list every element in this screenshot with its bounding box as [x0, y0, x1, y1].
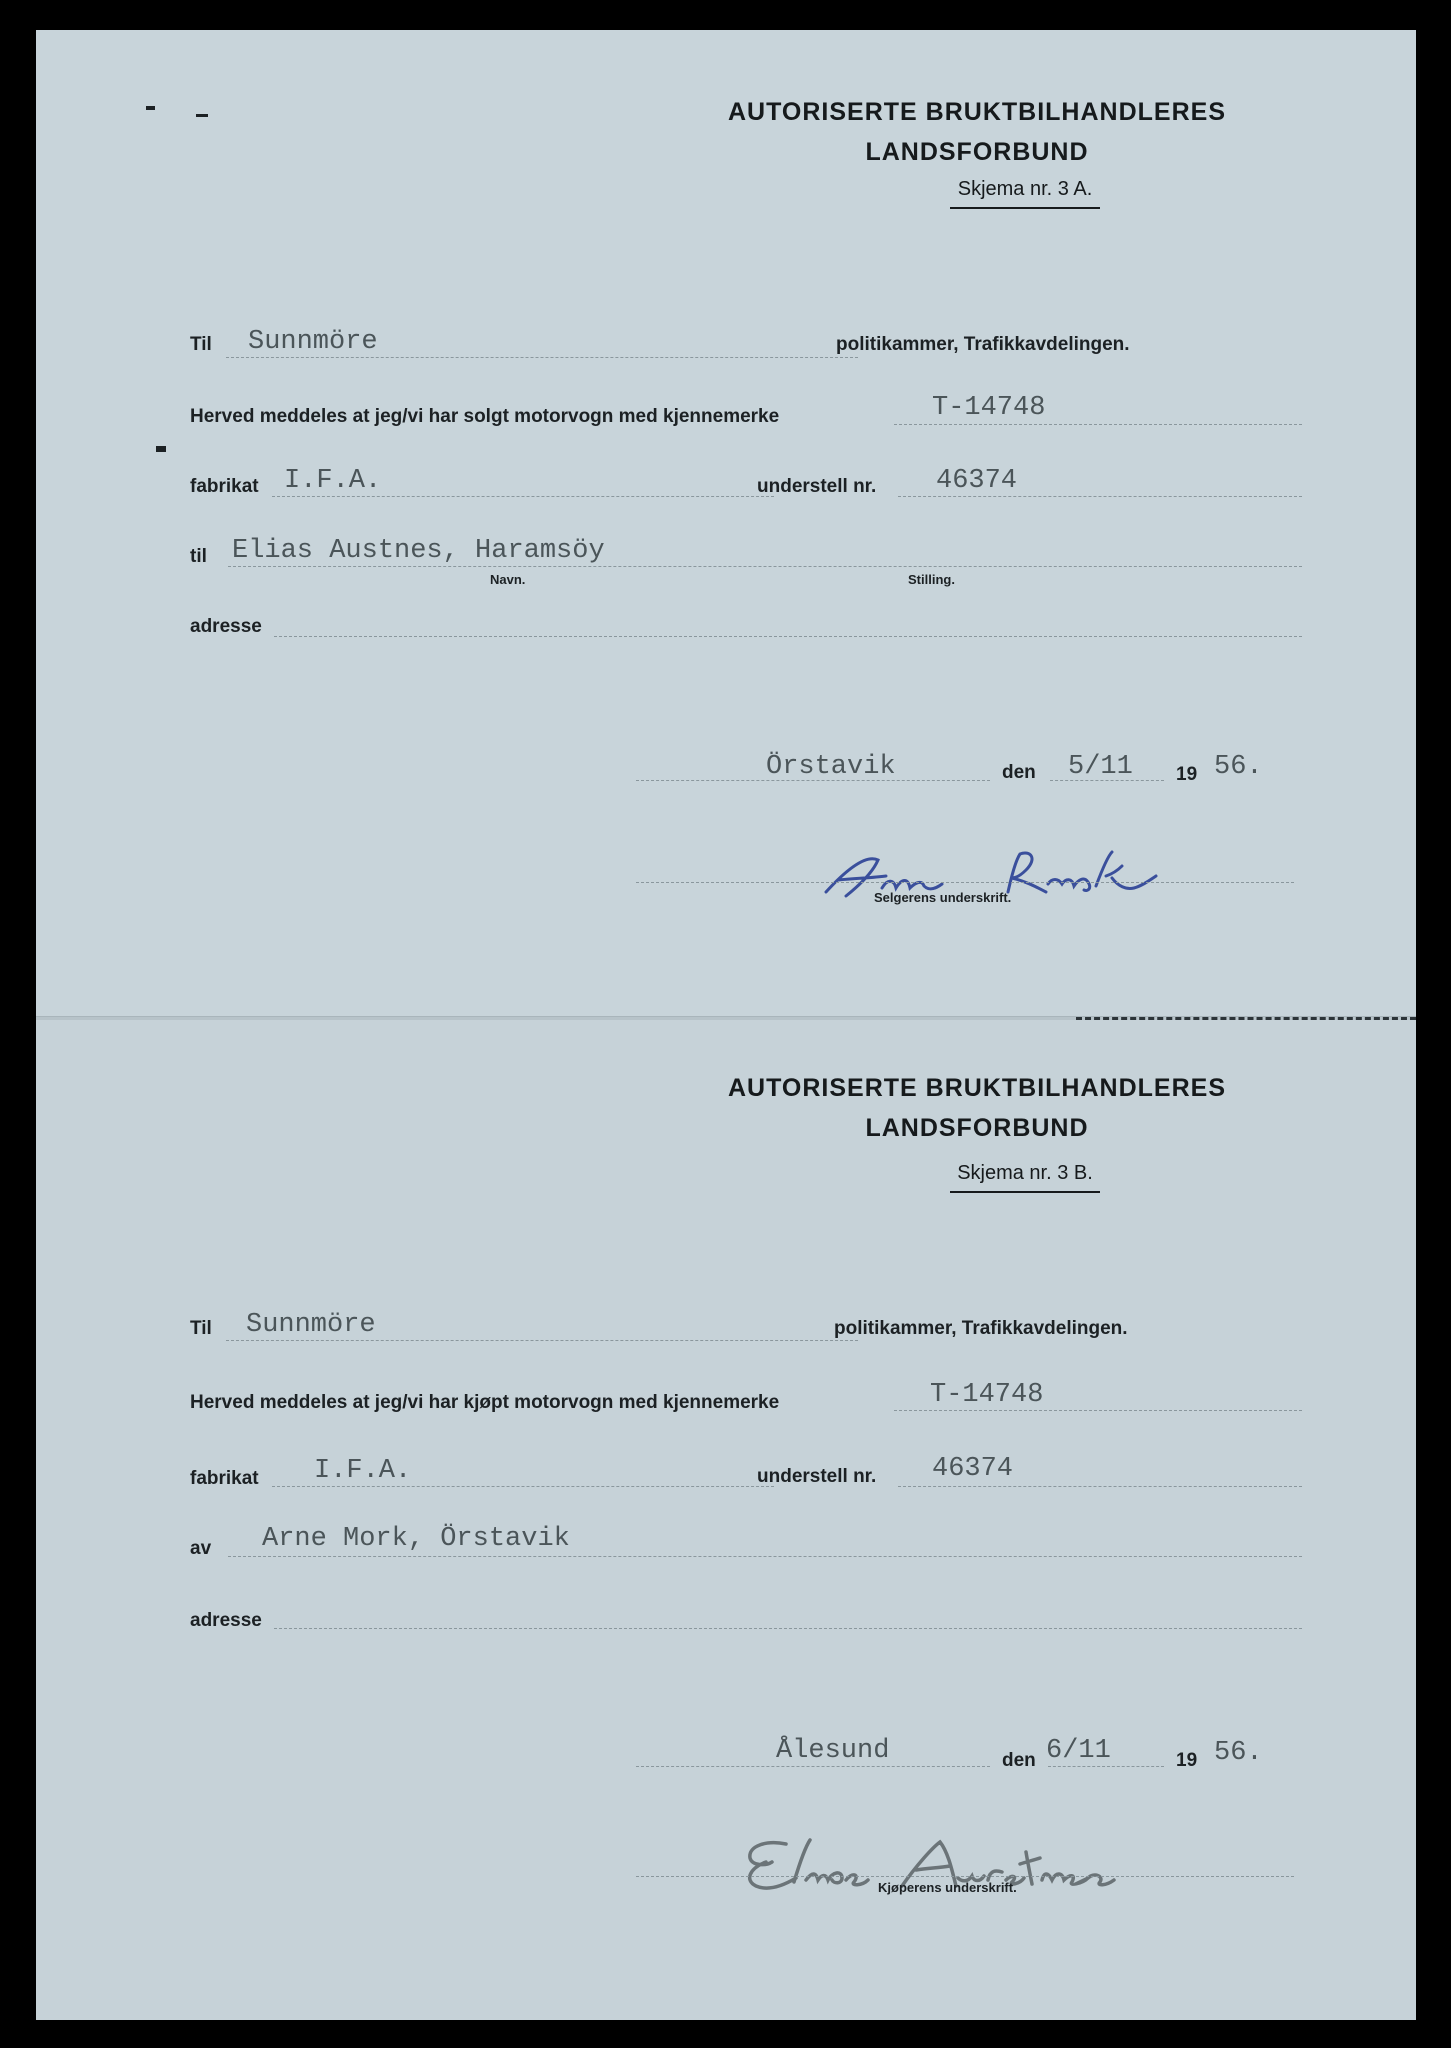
fabrikat-label: fabrikat	[190, 476, 259, 497]
police-district-field[interactable]: Sunnmöre	[248, 327, 378, 357]
form-3a	[36, 30, 1416, 1020]
den-label: den	[1002, 1750, 1036, 1771]
year-prefix: 19	[1176, 1750, 1198, 1771]
schema-number-text: Skjema nr. 3 B.	[957, 1162, 1093, 1184]
adresse-line[interactable]	[274, 1628, 1302, 1629]
til-suffix: politikammer, Trafikkavdelingen.	[834, 1318, 1128, 1339]
chassis-number-field[interactable]: 46374	[936, 466, 1018, 496]
signature-line	[636, 1876, 1294, 1877]
signature-line	[636, 882, 1294, 883]
schema-number-text: Skjema nr. 3 A.	[957, 178, 1093, 200]
schema-number	[950, 1162, 1100, 1185]
kjennemerke-line	[894, 1410, 1302, 1411]
herved-text: Herved meddeles at jeg/vi har kjøpt motorvogn med kjennemerke	[190, 1392, 780, 1413]
ink-speck	[146, 106, 155, 110]
understell-label: understell nr.	[757, 476, 877, 497]
schema-number	[950, 178, 1100, 201]
understell-label: understell nr.	[757, 1466, 877, 1487]
kjennemerke-line	[894, 424, 1302, 425]
fabrikat-line	[272, 1486, 774, 1487]
form-3b	[36, 1020, 1416, 2020]
til-label: Til	[190, 1318, 212, 1339]
year-field[interactable]: 56.	[1214, 1738, 1263, 1768]
adresse-line[interactable]	[274, 636, 1302, 637]
schema-underline	[950, 207, 1100, 209]
party-line	[228, 566, 1302, 567]
chassis-number-field[interactable]: 46374	[932, 1454, 1014, 1484]
registration-field[interactable]: T-14748	[932, 393, 1046, 423]
org-name-line1: AUTORISERTE BRUKTBILHANDLERES	[728, 1074, 1226, 1102]
org-name-line2: LANDSFORBUND	[865, 1114, 1089, 1142]
fabrikat-line	[272, 496, 774, 497]
til-suffix: politikammer, Trafikkavdelingen.	[836, 334, 1130, 355]
adresse-label: adresse	[190, 1610, 262, 1631]
fabrikat-label: fabrikat	[190, 1468, 259, 1489]
place-field[interactable]: Ålesund	[776, 1736, 890, 1766]
stilling-caption: Stilling.	[908, 572, 955, 587]
herved-text: Herved meddeles at jeg/vi har solgt motorvogn med kjennemerke	[190, 406, 780, 427]
date-field[interactable]: 5/11	[1068, 752, 1133, 782]
org-name-line2: LANDSFORBUND	[865, 138, 1089, 166]
make-field[interactable]: I.F.A.	[284, 466, 382, 496]
party-label: til	[190, 546, 207, 567]
place-field[interactable]: Örstavik	[766, 752, 896, 782]
ink-speck	[156, 446, 166, 452]
year-prefix: 19	[1176, 764, 1198, 785]
registration-field[interactable]: T-14748	[930, 1380, 1044, 1410]
police-district-field[interactable]: Sunnmöre	[246, 1310, 376, 1340]
signature-caption: Selgerens underskrift.	[874, 890, 1012, 905]
til-label: Til	[190, 334, 212, 355]
org-name-line1: AUTORISERTE BRUKTBILHANDLERES	[728, 98, 1226, 126]
buyer-field[interactable]: Elias Austnes, Haramsöy	[232, 536, 605, 566]
year-field[interactable]: 56.	[1214, 752, 1263, 782]
understell-line	[898, 1486, 1302, 1487]
den-label: den	[1002, 762, 1036, 783]
til-line	[226, 357, 858, 358]
signature-caption: Kjøperens underskrift.	[878, 1880, 1017, 1895]
party-line	[228, 1556, 1302, 1557]
make-field[interactable]: I.F.A.	[314, 1456, 412, 1486]
date-line	[1048, 1766, 1164, 1767]
navn-caption: Navn.	[490, 572, 526, 587]
schema-underline	[950, 1191, 1100, 1193]
til-line	[226, 1340, 858, 1341]
org-name	[728, 1068, 1226, 1148]
form-sheet	[36, 30, 1416, 2020]
ink-speck	[196, 114, 208, 117]
understell-line	[898, 496, 1302, 497]
adresse-label: adresse	[190, 616, 262, 637]
party-label: av	[190, 1538, 212, 1559]
place-line	[636, 1766, 990, 1767]
seller-field[interactable]: Arne Mork, Örstavik	[262, 1524, 570, 1554]
date-field[interactable]: 6/11	[1046, 1736, 1111, 1766]
org-name	[728, 92, 1226, 172]
